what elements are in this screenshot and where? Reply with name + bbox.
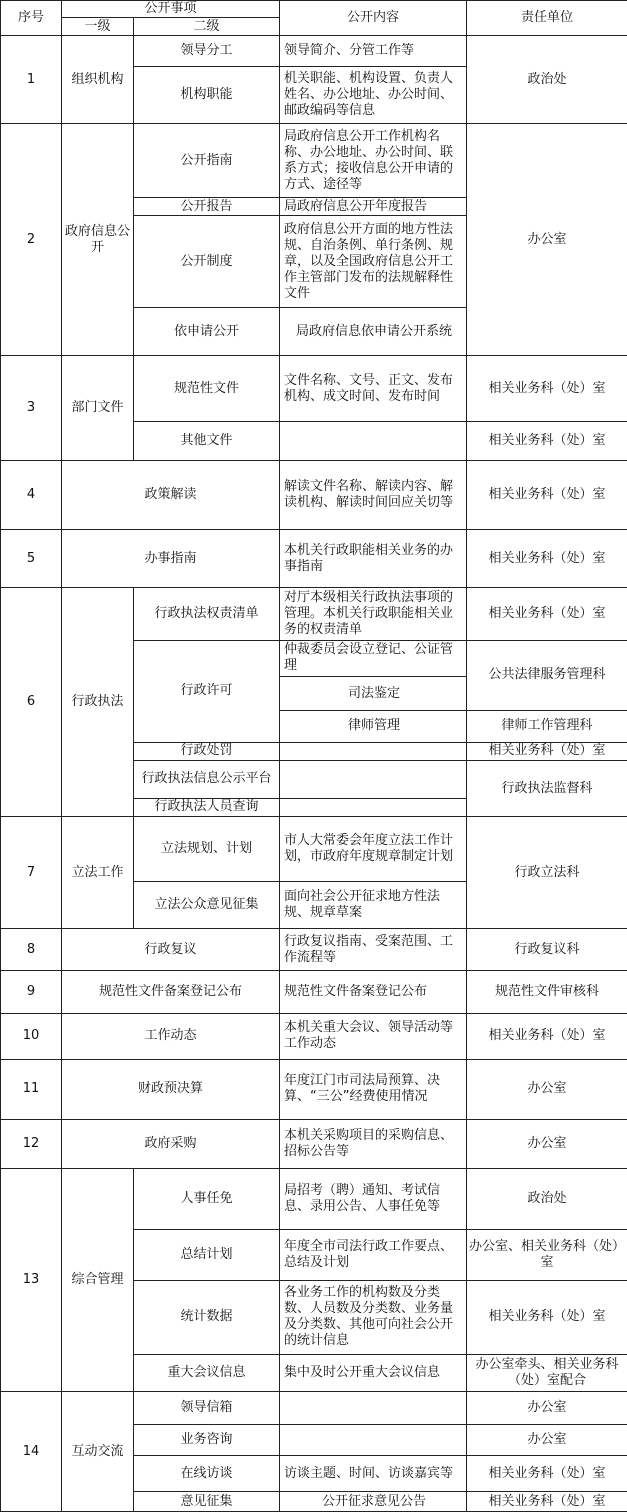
header-level1: 一级 bbox=[62, 18, 134, 35]
dept-cell: 相关业务科（处）室 bbox=[467, 742, 627, 760]
dept-cell: 律师工作管理科 bbox=[467, 711, 627, 743]
dept-cell: 办公室牵头、相关业务科（处）室配合 bbox=[467, 1354, 627, 1392]
header-category: 公开事项 bbox=[62, 1, 280, 18]
dept-cell: 政治处 bbox=[467, 35, 627, 124]
table-row bbox=[1, 817, 627, 882]
seq-cell: 14 bbox=[1, 1392, 62, 1512]
seq-cell: 8 bbox=[1, 929, 62, 971]
level2-cell: 统计数据 bbox=[134, 1281, 280, 1354]
level2-cell: 立法公众意见征集 bbox=[134, 882, 280, 929]
content-cell: 公开征求意见公告 bbox=[280, 1492, 467, 1512]
item-cell: 规范性文件备案登记公布 bbox=[62, 971, 280, 1014]
table-row bbox=[1, 356, 627, 422]
table-row bbox=[1, 461, 627, 530]
content-cell: 局招考（聘）通知、考试信息、录用公告、人事任免等 bbox=[280, 1169, 467, 1230]
level2-cell: 领导分工 bbox=[134, 35, 280, 67]
header-level2: 二级 bbox=[134, 18, 280, 35]
table-row bbox=[1, 124, 627, 197]
level2-cell: 规范性文件 bbox=[134, 356, 280, 422]
content-cell bbox=[280, 422, 467, 461]
table-row bbox=[1, 1120, 627, 1169]
seq-cell: 3 bbox=[1, 356, 62, 461]
dept-cell: 办公室、相关业务科（处）室 bbox=[467, 1230, 627, 1281]
content-cell bbox=[280, 1392, 467, 1425]
level2-cell: 公开制度 bbox=[134, 216, 280, 308]
content-cell: 访谈主题、时间、访谈嘉宾等 bbox=[280, 1455, 467, 1492]
level1-cell: 组织机构 bbox=[62, 35, 134, 124]
seq-cell: 11 bbox=[1, 1059, 62, 1119]
content-cell: 年度江门市司法局预算、决算、“三公”经费使用情况 bbox=[280, 1059, 467, 1119]
level2-cell: 行政执法权责清单 bbox=[134, 587, 280, 640]
level2-cell: 意见征集 bbox=[134, 1492, 280, 1512]
content-cell: 机关职能、机构设置、负责人姓名、办公地址、办公时间、邮政编码等信息 bbox=[280, 67, 467, 124]
dept-cell: 相关业务科（处）室 bbox=[467, 587, 627, 640]
table-row bbox=[1, 587, 627, 640]
level1-cell: 互动交流 bbox=[62, 1392, 134, 1512]
level2-cell: 在线访谈 bbox=[134, 1455, 280, 1492]
table-row bbox=[1, 530, 627, 587]
dept-cell: 政治处 bbox=[467, 1169, 627, 1230]
seq-cell: 2 bbox=[1, 124, 62, 356]
header-row-1 bbox=[1, 1, 627, 18]
level2-cell: 公开报告 bbox=[134, 197, 280, 215]
level2-cell: 人事任免 bbox=[134, 1169, 280, 1230]
dept-cell: 相关业务科（处）室 bbox=[467, 422, 627, 461]
seq-cell: 6 bbox=[1, 587, 62, 817]
dept-cell: 行政复议科 bbox=[467, 929, 627, 971]
seq-cell: 5 bbox=[1, 530, 62, 587]
content-cell: 政府信息公开方面的地方性法规、自治条例、单行条例、规章，以及全国政府信息公开工作主管部门发布的法规解释性文件 bbox=[280, 216, 467, 308]
level2-cell: 行政处罚 bbox=[134, 742, 280, 760]
content-cell: 局政府信息公开工作机构名称、办公地址、办公时间、联系方式；接收信息公开申请的方式、途径等 bbox=[280, 124, 467, 197]
content-cell: 面向社会公开征求地方性法规、规章草案 bbox=[280, 882, 467, 929]
item-cell: 政策解读 bbox=[62, 461, 280, 530]
dept-cell: 办公室 bbox=[467, 1059, 627, 1119]
level2-cell: 重大会议信息 bbox=[134, 1354, 280, 1392]
level1-cell: 综合管理 bbox=[62, 1169, 134, 1392]
content-cell: 本机关重大会议、领导活动等工作动态 bbox=[280, 1013, 467, 1059]
level2-cell: 领导信箱 bbox=[134, 1392, 280, 1425]
dept-cell: 办公室 bbox=[467, 1392, 627, 1425]
table-body bbox=[1, 1, 627, 1512]
dept-cell: 相关业务科（处）室 bbox=[467, 1281, 627, 1354]
level2-cell: 公开指南 bbox=[134, 124, 280, 197]
content-cell: 司法鉴定 bbox=[280, 677, 467, 711]
dept-cell: 公共法律服务管理科 bbox=[467, 640, 627, 710]
level1-cell: 部门文件 bbox=[62, 356, 134, 461]
content-cell: 律师管理 bbox=[280, 711, 467, 743]
level2-cell: 总结计划 bbox=[134, 1230, 280, 1281]
dept-cell: 相关业务科（处）室 bbox=[467, 1013, 627, 1059]
item-cell: 行政复议 bbox=[62, 929, 280, 971]
content-cell: 年度全市司法行政工作要点、总结及计划 bbox=[280, 1230, 467, 1281]
content-cell: 文件名称、文号、正文、发布机构、成文时间、发布时间 bbox=[280, 356, 467, 422]
table-row bbox=[1, 1059, 627, 1119]
dept-cell: 相关业务科（处）室 bbox=[467, 461, 627, 530]
content-cell: 规范性文件备案登记公布 bbox=[280, 971, 467, 1014]
level2-cell: 依申请公开 bbox=[134, 308, 280, 356]
content-cell bbox=[280, 798, 467, 816]
level2-cell: 机构职能 bbox=[134, 67, 280, 124]
table-row bbox=[1, 929, 627, 971]
header-dept: 责任单位 bbox=[467, 1, 627, 36]
level1-cell: 政府信息公开 bbox=[62, 124, 134, 356]
content-cell bbox=[280, 742, 467, 760]
level2-cell: 行政许可 bbox=[134, 640, 280, 742]
table-row bbox=[1, 1169, 627, 1230]
dept-cell: 办公室 bbox=[467, 1120, 627, 1169]
content-cell bbox=[280, 760, 467, 798]
header-content: 公开内容 bbox=[280, 1, 467, 36]
item-cell: 办事指南 bbox=[62, 530, 280, 587]
level2-cell: 行政执法人员查询 bbox=[134, 798, 280, 816]
dept-cell: 办公室 bbox=[467, 1425, 627, 1456]
table-row bbox=[1, 35, 627, 67]
content-cell: 市人大常委会年度立法工作计划，市政府年度规章制定计划 bbox=[280, 817, 467, 882]
level2-cell: 业务咨询 bbox=[134, 1425, 280, 1456]
content-cell: 本机关行政职能相关业务的办事指南 bbox=[280, 530, 467, 587]
dept-cell: 规范性文件审核科 bbox=[467, 971, 627, 1014]
dept-cell: 行政执法监督科 bbox=[467, 760, 627, 816]
level2-cell: 立法规划、计划 bbox=[134, 817, 280, 882]
content-cell: 局政府信息公开年度报告 bbox=[280, 197, 467, 215]
item-cell: 政府采购 bbox=[62, 1120, 280, 1169]
seq-cell: 10 bbox=[1, 1013, 62, 1059]
dept-cell: 相关业务科（处）室 bbox=[467, 356, 627, 422]
table-row bbox=[1, 1013, 627, 1059]
header-seq: 序号 bbox=[1, 1, 62, 36]
content-cell: 解读文件名称、解读内容、解读机构、解读时间回应关切等 bbox=[280, 461, 467, 530]
dept-cell: 相关业务科（处）室 bbox=[467, 1455, 627, 1492]
level1-cell: 行政执法 bbox=[62, 587, 134, 817]
table-row bbox=[1, 1392, 627, 1425]
content-cell bbox=[280, 1425, 467, 1456]
dept-cell: 办公室 bbox=[467, 124, 627, 356]
seq-cell: 13 bbox=[1, 1169, 62, 1392]
item-cell: 财政预决算 bbox=[62, 1059, 280, 1119]
dept-cell: 相关业务科（处）室 bbox=[467, 530, 627, 587]
content-cell: 对厅本级相关行政执法事项的管理。本机关行政职能相关业务的权责清单 bbox=[280, 587, 467, 640]
content-cell: 局政府信息依申请公开系统 bbox=[280, 308, 467, 356]
dept-cell: 行政立法科 bbox=[467, 817, 627, 929]
level1-cell: 立法工作 bbox=[62, 817, 134, 929]
content-cell: 行政复议指南、受案范围、工作流程等 bbox=[280, 929, 467, 971]
content-cell: 集中及时公开重大会议信息 bbox=[280, 1354, 467, 1392]
level2-cell: 行政执法信息公示平台 bbox=[134, 760, 280, 798]
dept-cell: 相关业务科（处）室 bbox=[467, 1492, 627, 1512]
seq-cell: 4 bbox=[1, 461, 62, 530]
seq-cell: 7 bbox=[1, 817, 62, 929]
content-cell: 领导简介、分管工作等 bbox=[280, 35, 467, 67]
content-cell: 仲裁委员会设立登记、公证管理 bbox=[280, 640, 467, 677]
level2-cell: 其他文件 bbox=[134, 422, 280, 461]
table-row bbox=[1, 971, 627, 1014]
item-cell: 工作动态 bbox=[62, 1013, 280, 1059]
content-cell: 本机关采购项目的采购信息、招标公告等 bbox=[280, 1120, 467, 1169]
content-cell: 各业务工作的机构数及分类数、人员数及分类数、业务量及分类数、其他可向社会公开的统计信息 bbox=[280, 1281, 467, 1354]
seq-cell: 9 bbox=[1, 971, 62, 1014]
seq-cell: 1 bbox=[1, 35, 62, 124]
seq-cell: 12 bbox=[1, 1120, 62, 1169]
